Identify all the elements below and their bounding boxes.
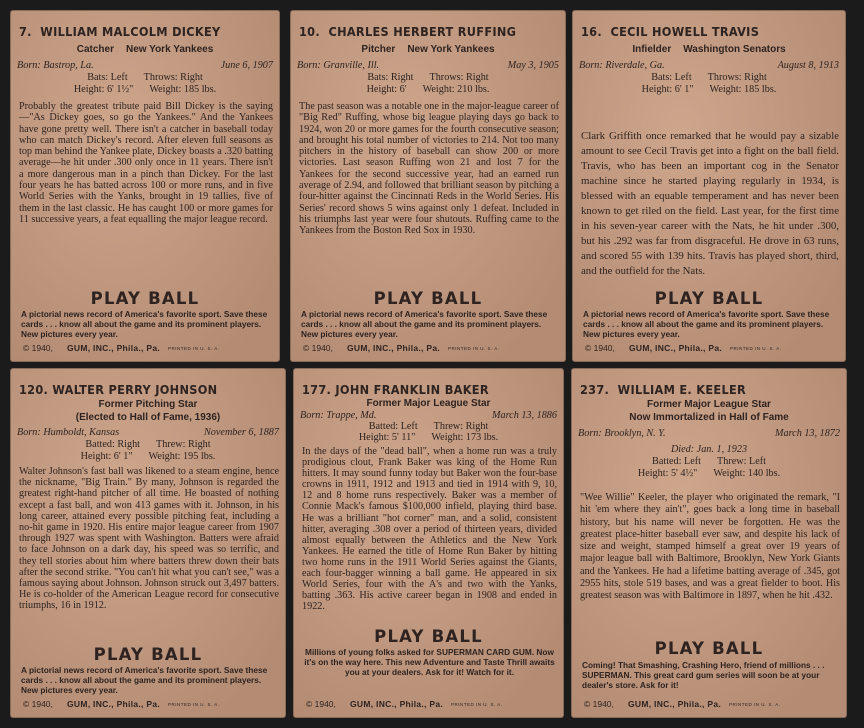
card-slogan: Coming! That Smashing, Crashing Hero, friend of millions . . . SUPERMAN. This great card gum series will soon be at your dealer's store. Ask for it! xyxy=(582,660,825,690)
play-ball-heading: PLAY BALL xyxy=(90,289,200,308)
card-title: 7. WILLIAM MALCOLM DICKEY xyxy=(19,24,221,39)
card-title: 10. CHARLES HERBERT RUFFING xyxy=(299,24,517,39)
play-ball-heading: PLAY BALL xyxy=(374,627,483,646)
card-slogan: A pictorial news record of America's favorite sport. Save these cards . . . know all about the game and its prominent players. New pictures every year. xyxy=(21,665,268,695)
card-bio: Probably the greatest tribute paid Bill Dickey is the saying—"As Dickey goes, so go the Yankees." And the Yankees have gone pretty well. There isn't a catcher in baseball today who can match Dickey's record. After eleven full seasons as top man behind the Yankee plate, Dickey boasts a .320 batting average—he hit under .300 only once in 11 years. There isn't a more dangerous man in a pinch than Dickey. For the last four years he has batted across 100 or more runs, and in five World Series with the Yanks, brought in 19 tallies, five of them in the last classic. He has caught 100 or more games for 11 successive years, a feat equalling the major league record. xyxy=(19,101,273,225)
hall-of-fame-note: (Elected to Hall of Fame, 1936) xyxy=(75,412,221,423)
card-role: Pitcher New York Yankees xyxy=(361,44,495,55)
card-role: Former Major League Star xyxy=(647,399,771,410)
card-dickey xyxy=(10,10,280,362)
card-footer: © 1940, GUM, INC., Phila., Pa. PRINTED IN U. S. A. xyxy=(23,343,220,353)
card-title: 120. WALTER PERRY JOHNSON xyxy=(19,382,218,397)
card-role: Former Major League Star xyxy=(366,398,491,409)
card-ruffing xyxy=(290,10,566,362)
card-slogan: Millions of young folks asked for SUPERMAN CARD GUM. Now it's on the way here. This new Adventure and Taste Thrill awaits you at your dealers. Ask for it! Watch for it. xyxy=(304,647,555,677)
card-stats: Born: Humboldt, Kansas November 6, 1887 Batted: Right Threw: Right Height: 6' 1" Weight: 195 lbs. xyxy=(17,427,279,462)
card-slogan: A pictorial news record of America's favorite sport. Save these cards . . . know all about the game and its prominent players. New pictures every year. xyxy=(583,309,830,339)
play-ball-heading: PLAY BALL xyxy=(373,289,483,308)
card-johnson xyxy=(10,368,286,718)
card-stats: Born: Riverdale, Ga. August 8, 1913 Bats: Left Throws: Right Height: 6' 1" Weight: 185 lbs. xyxy=(579,60,839,95)
card-role: Former Pitching Star xyxy=(98,399,198,410)
card-footer: © 1940, GUM, INC., Phila., Pa. PRINTED IN U. S. A. xyxy=(306,699,503,709)
card-title: 177. JOHN FRANKLIN BAKER xyxy=(302,382,489,397)
hall-of-fame-note: Now Immortalized in Hall of Fame xyxy=(629,412,789,423)
card-stats: Born: Brooklyn, N. Y. March 13, 1872 Died: Jan. 1, 1923 Batted: Left Threw: Left Height: 5' 4½" Weight: 140 lbs. xyxy=(578,428,840,479)
card-keeler xyxy=(571,368,847,718)
card-bio: In the days of the "dead ball", when a home run was a truly prodigious clout, Frank Baker was king of the Home Run hitters. It may sound funny today but Baker won the four-base crowns in 1911, 1912 and 1913 and tied in 1914 with 9, 10, 12 and 8 home runs respectively. Baker was a member of Connie Mack's famous $100,000 infield, playing third base. He was a brilliant "hot corner" man, and a solid, consistent hitter, averaging .308 over a period of thirteen years, divided almost equally between the Athletics and the New York Yankees. He earned the title of Home Run Baker by hitting two home runs in the 1911 World Series against the Giants, each four-bagger winning a ball game. He appeared in six World Series, four with the A's and two with the Yanks, batting .363. His active career began in 1908 and ended in 1922. xyxy=(302,446,557,613)
card-stats: Born: Trappe, Md. March 13, 1886 Batted: Left Threw: Right Height: 5' 11" Weight: 173 lbs. xyxy=(300,410,557,443)
card-title: 16. CECIL HOWELL TRAVIS xyxy=(581,24,760,39)
play-ball-heading: PLAY BALL xyxy=(93,645,203,664)
card-slogan: A pictorial news record of America's favorite sport. Save these cards . . . know all about the game and its prominent players. New pictures every year. xyxy=(21,309,268,339)
card-stats: Born: Granville, Ill. May 3, 1905 Bats: Right Throws: Right Height: 6' Weight: 210 lbs. xyxy=(297,60,559,95)
card-footer: © 1940, GUM, INC., Phila., Pa. PRINTED IN U. S. A. xyxy=(303,343,500,353)
play-ball-heading: PLAY BALL xyxy=(654,639,764,658)
card-slogan: A pictorial news record of America's favorite sport. Save these cards . . . know all about the game and its prominent players. New pictures every year. xyxy=(301,309,548,339)
card-bio: Walter Johnson's fast ball was likened to a steam engine, hence the nickname, "Big Train." By many, Johnson is regarded the greatest right-hand pitcher of all time. He boasted of nothing except a fast ball, and won 413 games with it. Johnson, in his long career, attained every possible pitching feat, including a no-hit game in 1920. His entire major league career from 1907 through 1927 was spent with Washington. Batters were afraid to face Johnson on a dark day, his speed was so terrific, and they tell stories about him where batters threw down their bats after the second strike. "You can't hit what you can't see," was a famous saying about Johnson. Johnson struck out 3,497 batters. He is co-holder of the American League record for consecutive triumphs, 16 in 1912. xyxy=(19,466,279,612)
card-footer: © 1940, GUM, INC., Phila., Pa. PRINTED IN U. S. A. xyxy=(584,699,781,709)
card-bio: The past season was a notable one in the major-league career of "Big Red" Ruffing, whose big league playing days go back to 1924, won 20 or more games for the fourth consecutive season; and brought his total number of victories to 214. Not too many pitchers in the history of baseball can show 200 or more victories. Last season Ruffing won 21 and lost 7 for the Yankees for the second successive year, had an earned run average of 2.94, and followed that brilliant season by pitching a four-hitter against the Cincinnati Reds in the World Series. His Series' record shows 5 wins against only 1 defeat. Included in his triumphs last year were four shutouts. Ruffing came to the Yankees from the Boston Red Sox in 1930. xyxy=(299,101,559,237)
card-footer: © 1940, GUM, INC., Phila., Pa. PRINTED IN U. S. A. xyxy=(23,699,220,709)
card-bio: Clark Griffith once remarked that he would pay a sizable amount to see Cecil Travis get into a fight on the ball field. Travis, who has been an important cog in the Senator machine since he started playing regularly in 1934, is blessed with an equable temperament and has never been known to get riled on the field. Last year, for the first time in his seven-year career with the Nats, he hit under .300, but his .292 was far from disgraceful. He drove in 63 runs, and scored 55 with 139 hits. Travis has played short, third, and the outfield for the Nats. xyxy=(581,130,839,277)
card-stats: Born: Bastrop, La. June 6, 1907 Bats: Left Throws: Right Height: 6' 1½" Weight: 185 lbs. xyxy=(17,60,273,95)
play-ball-heading: PLAY BALL xyxy=(654,289,764,308)
card-title: 237. WILLIAM E. KEELER xyxy=(580,382,747,397)
card-role: Infielder Washington Senators xyxy=(632,44,786,55)
card-baker xyxy=(293,368,564,718)
card-role: Catcher New York Yankees xyxy=(76,44,214,55)
card-travis xyxy=(572,10,846,362)
card-footer: © 1940, GUM, INC., Phila., Pa. PRINTED IN U. S. A. xyxy=(585,343,782,353)
card-bio: "Wee Willie" Keeler, the player who originated the remark, "I hit 'em where they ain't", goes back a long time in baseball history, but his name will never be forgotten. He was the greatest place-hitter baseball ever saw, and despite his lack of size and weight, stamped himself a great over 19 years of major league ball with Baltimore, Brooklyn, New York Giants and the Yankees. He had a lifetime batting average of .345, got 2955 hits, stole 519 bases, and was a great fielder to boot. His greatest season was with Baltimore in 1897, when he hit .432. xyxy=(580,492,840,602)
